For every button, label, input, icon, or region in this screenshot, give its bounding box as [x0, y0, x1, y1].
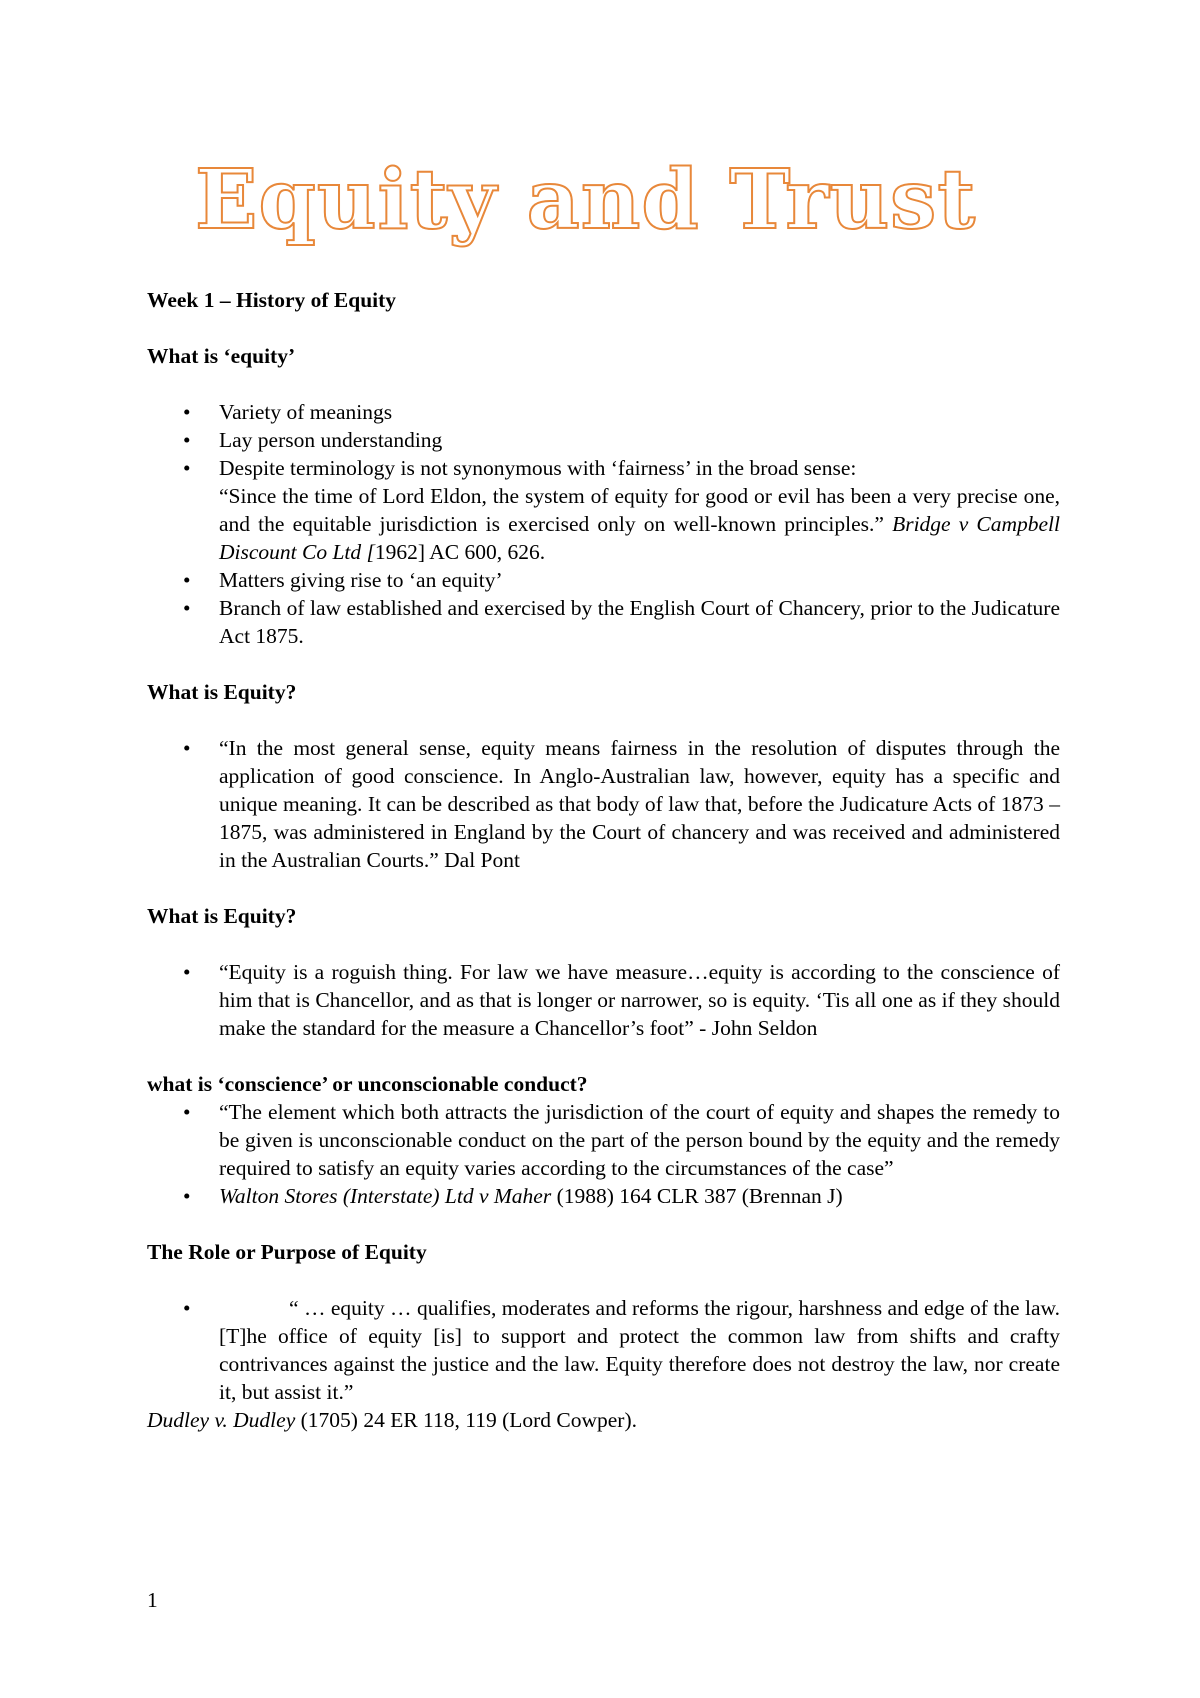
section3-bullet-list: [147, 958, 1060, 1042]
list-item: [147, 1182, 1060, 1210]
list-item: [147, 958, 1060, 1042]
section-heading-conscience: what is ‘conscience’ or unconscionable conduct?: [147, 1072, 588, 1096]
case-name: Bridge v Campbell Discount Co Ltd [: [219, 512, 1061, 564]
bullet-icon: •: [183, 736, 191, 760]
case-citation: (1705) 24 ER 118, 119 (Lord Cowper).: [295, 1408, 638, 1432]
cowper-quote: “ … equity … qualifies, moderates and reforms the rigour, harshness and edge of the law. [T]he office of equity [is] to support and protect the common law from shifts and crafty contrivances against the justice and the law. Equity therefore does not destroy the law, nor create it, but assist it.”: [219, 1296, 1060, 1404]
conscience-quote: “The element which both attracts the jurisdiction of the court of equity and shapes the remedy to be given is unconscionable conduct on the part of the person bound by the equity and the remedy required to satisfy an equity varies according to the circumstances of the case”: [219, 1100, 1060, 1180]
section-heading-what-is-equity-quoted: What is ‘equity’: [147, 344, 296, 368]
case-citation: (1988) 164 CLR 387 (Brennan J): [551, 1184, 843, 1208]
list-item: [147, 1098, 1060, 1182]
lord-eldon-quote: “Since the time of Lord Eldon, the system of equity for good or evil has been a very precise one, and the equitable jurisdiction is exercised only on well-known principles.”: [219, 484, 1060, 536]
document-body: [147, 286, 1060, 1434]
bullet-icon: •: [183, 456, 191, 480]
section-heading-role-of-equity: The Role or Purpose of Equity: [147, 1240, 427, 1264]
section1-bullet-list: [147, 398, 1060, 650]
document-title: Equity and Trust: [195, 152, 977, 248]
section4-bullet-list: [147, 1098, 1060, 1210]
bullet-icon: •: [183, 1184, 191, 1208]
bullet-icon: •: [183, 568, 191, 592]
dudley-citation: [147, 1406, 1060, 1434]
bullet-icon: •: [183, 596, 191, 620]
list-item: • Variety of meanings: [183, 400, 393, 424]
list-item: [147, 1294, 1060, 1406]
week-heading: Week 1 – History of Equity: [147, 288, 397, 312]
case-citation: 1962] AC 600, 626.: [374, 540, 546, 564]
list-item: • Matters giving rise to ‘an equity’: [183, 568, 503, 592]
bullet-icon: •: [183, 400, 191, 424]
bullet-icon: •: [183, 1296, 191, 1320]
list-item: • Branch of law established and exercised by the English Court of Chancery, prior to the Judicature Act 1875.: [183, 596, 1060, 648]
case-name: Walton Stores (Interstate) Ltd v Maher: [219, 1184, 552, 1208]
list-item: • Despite terminology is not synonymous with ‘fairness’ in the broad sense: “Since the time of Lord Eldon, the system of equity for good or evil has been a very precise one, and the equitable jurisdiction is exercised only on well-known principles.” Bridge v Campbell Discount Co Ltd [1962] AC 600, 626.: [183, 456, 1061, 564]
dal-pont-quote: “In the most general sense, equity means fairness in the resolution of disputes through the application of good conscience. In Anglo-Australian law, however, equity has a specific and unique meaning. It can be described as that body of law that, before the Judicature Acts of 1873 – 1875, was administered in England by the Court of chancery and was received and administered in the Australian Courts.” Dal Pont: [219, 736, 1060, 872]
page-number: 1: [147, 1588, 158, 1612]
section5-bullet-list: [147, 1294, 1060, 1406]
section2-bullet-list: [147, 734, 1060, 874]
section-heading-what-is-equity-1: What is Equity?: [147, 680, 297, 704]
list-item: [147, 734, 1060, 874]
seldon-quote: “Equity is a roguish thing. For law we have measure…equity is according to the conscience of him that is Chancellor, and as that is longer or narrower, so is equity. ‘Tis all one as if they should make the standard for the measure a Chancellor’s foot” - John Seldon: [219, 960, 1060, 1040]
bullet-icon: •: [183, 428, 191, 452]
bullet-icon: •: [183, 1100, 191, 1124]
case-name: Dudley v. Dudley: [147, 1408, 296, 1432]
bullet-icon: •: [183, 960, 191, 984]
section-heading-what-is-equity-2: What is Equity?: [147, 904, 297, 928]
list-item: • Lay person understanding: [183, 428, 443, 452]
